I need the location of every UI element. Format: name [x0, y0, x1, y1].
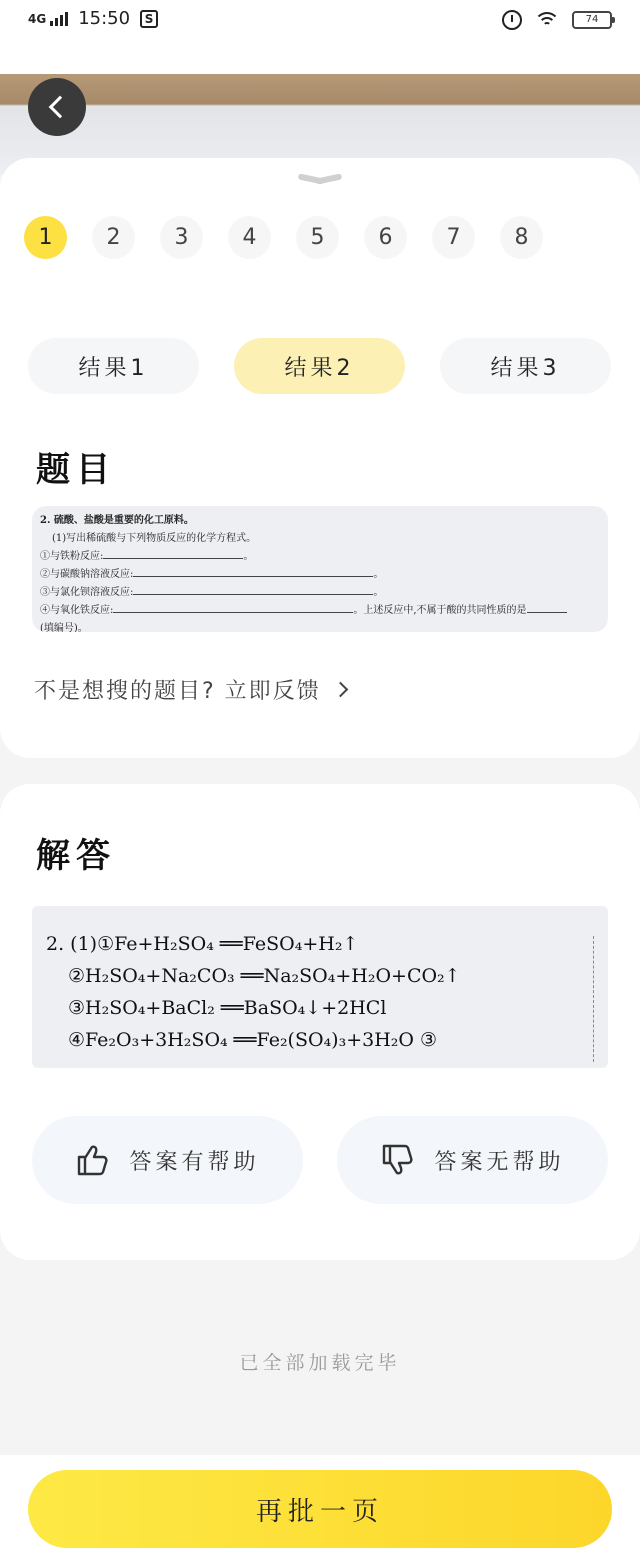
wifi-icon: [534, 10, 560, 30]
back-button[interactable]: [28, 78, 86, 136]
answer-line: ④Fe₂O₃+3H₂SO₄ ══Fe₂(SO₄)₃+3H₂O ③: [68, 1029, 438, 1051]
question-number-7[interactable]: 7: [432, 216, 475, 259]
question-line: ①与铁粉反应:: [40, 551, 104, 562]
helpful-button[interactable]: [32, 1116, 303, 1204]
question-line: ②与碳酸钠溶液反应:: [40, 569, 134, 580]
chevron-left-icon: [49, 96, 72, 119]
question-line: 。上述反应中,不属于酸的共同性质的是: [353, 605, 527, 616]
answer-line: ②H₂SO₄+Na₂CO₃ ══Na₂SO₄+H₂O+CO₂↑: [68, 965, 461, 987]
battery-icon: 74: [572, 11, 612, 29]
question-title: 题目: [36, 450, 116, 490]
answer-panel: [0, 784, 640, 1260]
question-panel: [0, 158, 640, 758]
tab-result-1[interactable]: 结果1: [28, 338, 199, 394]
photo-background: [0, 44, 640, 174]
chevron-right-icon: [332, 682, 348, 698]
question-number-8[interactable]: 8: [500, 216, 543, 259]
question-number-6[interactable]: 6: [364, 216, 407, 259]
question-line: 2. 硫酸、盐酸是重要的化工原料。: [40, 515, 194, 526]
answer-line: ③H₂SO₄+BaCl₂ ══BaSO₄↓+2HCl: [68, 997, 387, 1019]
question-number-1[interactable]: 1: [24, 216, 67, 259]
result-tabs: [28, 338, 611, 394]
collapse-handle-icon[interactable]: [298, 172, 342, 188]
question-line: (填编号)。: [40, 623, 88, 632]
feedback-buttons: [32, 1116, 608, 1204]
grade-another-page-button[interactable]: 再批一页: [28, 1470, 612, 1548]
question-line: (1)写出稀硫酸与下列物质反应的化学方程式。: [52, 533, 257, 544]
helpful-label: 答案有帮助: [129, 1149, 260, 1175]
signal-icon: [50, 12, 68, 26]
answer-title: 解答: [36, 836, 116, 876]
thumbs-down-icon: [380, 1142, 416, 1178]
tab-result-3[interactable]: 结果3: [440, 338, 611, 394]
question-line: ④与氧化铁反应:: [40, 605, 114, 616]
status-bar: [0, 0, 640, 44]
answer-image: [32, 906, 608, 1068]
feedback-label: 不是想搜的题目? 立即反馈: [34, 679, 321, 704]
app-notification-icon: S: [140, 10, 158, 28]
question-number-2[interactable]: 2: [92, 216, 135, 259]
clock: 15:50: [78, 8, 131, 29]
thumbs-up-icon: [75, 1142, 111, 1178]
bottom-bar: [0, 1455, 640, 1563]
end-of-list-text: 已全部加载完毕: [239, 1352, 401, 1374]
not-helpful-label: 答案无帮助: [434, 1149, 565, 1175]
not-helpful-button[interactable]: [337, 1116, 608, 1204]
tab-result-2[interactable]: 结果2: [234, 338, 405, 394]
question-line: ③与氯化钡溶液反应:: [40, 587, 134, 598]
alarm-icon: [502, 10, 522, 30]
answer-line: 2. (1)①Fe+H₂SO₄ ══FeSO₄+H₂↑: [46, 933, 359, 955]
question-image: 2. 硫酸、盐酸是重要的化工原料。 (1)写出稀硫酸与下列物质反应的化学方程式。 ①与铁粉反应: 。 ②与碳酸钠溶液反应: 。 ③与氯化钡溶液反应: 。 ④与氧化铁反应: 。上述反应中,不属于酸的共同性质的是 (填编号)。: [32, 506, 608, 632]
network-type: 4G: [28, 11, 47, 26]
question-number-5[interactable]: 5: [296, 216, 339, 259]
question-number-3[interactable]: 3: [160, 216, 203, 259]
question-number-4[interactable]: 4: [228, 216, 271, 259]
feedback-link[interactable]: [34, 674, 346, 705]
question-number-list: [24, 216, 543, 259]
